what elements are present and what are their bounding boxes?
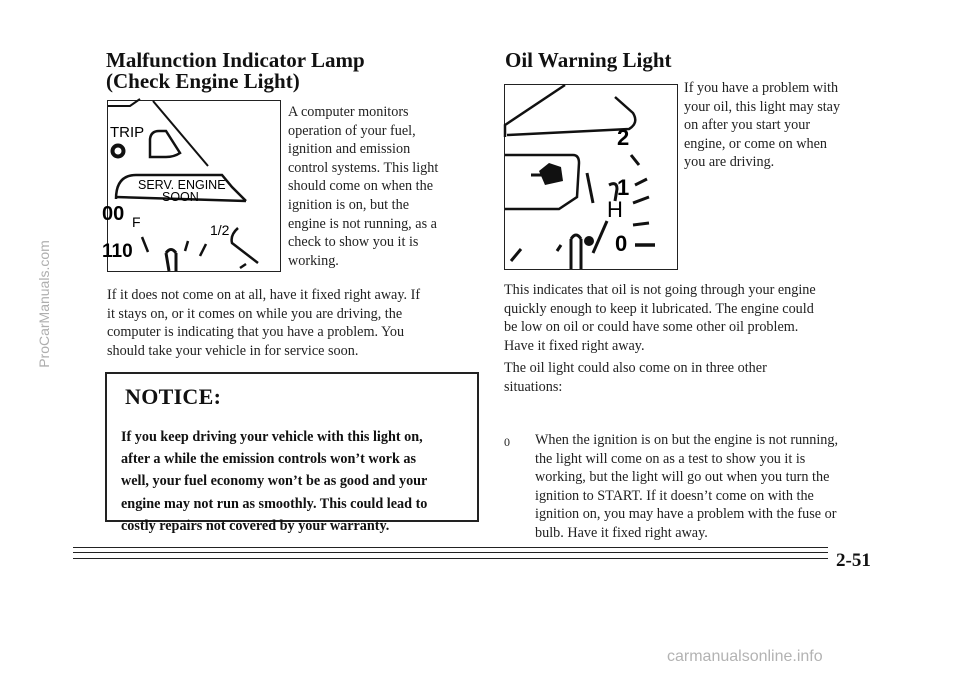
- oil-paragraph-1-line: quickly enough to keep it lubricated. The engine could: [504, 300, 814, 317]
- oil-warning-panel-illustration: [504, 84, 678, 270]
- gauge-mark-1: 1: [617, 175, 630, 200]
- malfunction-paragraph-line: If it does not come on at all, have it fixed right away. If: [107, 287, 421, 303]
- malfunction-paragraph-line: computer is indicating that you have a problem. You: [107, 324, 405, 341]
- oil-intro-line: your oil, this light may stay: [684, 98, 841, 115]
- oil-bullet-line: bulb. Have it fixed right away.: [535, 524, 708, 541]
- oil-intro-line: on after you start your: [684, 117, 811, 134]
- oil-paragraph-1-line: Have it fixed right away.: [504, 337, 645, 354]
- malfunction-intro-line: control systems. This light: [288, 159, 439, 176]
- malfunction-intro-line: working.: [288, 252, 339, 269]
- footer-url[interactable]: carmanualsonline.info: [667, 648, 823, 665]
- gauge-mark-h: H: [607, 197, 623, 222]
- notice-line: If you keep driving your vehicle with this light on,: [121, 429, 423, 445]
- oil-bullet-line: When the ignition is on but the engine is not running,: [535, 432, 839, 448]
- oil-intro-line: If you have a problem with: [684, 80, 839, 96]
- speedometer-110-label: 110: [102, 241, 133, 262]
- notice-title: NOTICE:: [125, 384, 222, 409]
- fuel-full-label: F: [132, 214, 141, 230]
- footer-rule-top: [73, 547, 828, 548]
- oil-bullet-line: working, but the light will go out when you turn the: [535, 469, 830, 486]
- oil-bullet-line: the light will come on as a test to show you it is: [535, 450, 806, 467]
- serv-engine-text: SERV. ENGINE: [138, 178, 226, 192]
- gauge-mark-0: 0: [615, 231, 628, 256]
- footer-rule-bottom: [73, 558, 828, 559]
- oil-bullet-line: ignition to START. If it doesn’t come on with the: [535, 487, 814, 504]
- malfunction-intro-line: ignition is on, but the: [288, 196, 409, 213]
- notice-line: engine may not run as smoothly. This could lead to: [121, 495, 428, 512]
- oil-warning-title: Oil Warning Light: [505, 48, 672, 72]
- notice-text: [121, 426, 467, 537]
- notice-line: well, your fuel economy won’t be as good and your: [121, 473, 428, 490]
- footer-rule-middle: [73, 552, 828, 553]
- oil-paragraph-2-line: situations:: [504, 378, 563, 395]
- malfunction-paragraph: [107, 286, 487, 360]
- oil-paragraph-1-line: be low on oil or could have some other oil problem.: [504, 319, 799, 336]
- bullet-marker: 0: [504, 435, 510, 449]
- gauge-mark-2: 2: [617, 125, 630, 150]
- page-number: 2-51: [836, 550, 871, 571]
- oil-intro-line: you are driving.: [684, 154, 775, 171]
- malfunction-intro: [288, 103, 488, 270]
- check-engine-panel-illustration: [102, 100, 281, 272]
- malfunction-title-line2: (Check Engine Light): [106, 69, 300, 93]
- malfunction-intro-line: should come on when the: [288, 178, 433, 195]
- oil-paragraph-1-line: This indicates that oil is not going through your engine: [504, 282, 816, 298]
- malfunction-intro-line: engine is not running, as a: [288, 215, 437, 232]
- oil-bullet-text: [535, 431, 882, 543]
- oil-paragraph-1: [504, 281, 889, 355]
- notice-box: [105, 372, 479, 534]
- malfunction-intro-line: A computer monitors: [288, 104, 409, 120]
- malfunction-intro-line: operation of your fuel,: [288, 122, 416, 139]
- malfunction-intro-line: ignition and emission: [288, 141, 411, 158]
- procarmanuals-watermark: ProCarManuals.com: [35, 240, 52, 368]
- notice-line: costly repairs not covered by your warranty.: [121, 517, 390, 534]
- malfunction-paragraph-line: should take your vehicle in for service soon.: [107, 342, 359, 359]
- malfunction-paragraph-line: it stays on, or it comes on while you are driving, the: [107, 305, 403, 322]
- trip-label: TRIP: [110, 124, 145, 141]
- trip-reset-knob-icon: [113, 146, 124, 157]
- speedometer-00-label: 00: [102, 203, 125, 225]
- fuel-half-label: 1/2: [210, 222, 230, 238]
- malfunction-title-line1: Malfunction Indicator Lamp: [106, 48, 365, 72]
- oil-paragraph-2-line: The oil light could also come on in three other: [504, 360, 767, 376]
- malfunction-intro-line: check to show you it is: [288, 234, 419, 251]
- oil-intro: [684, 79, 884, 172]
- oil-intro-line: engine, or come on when: [684, 135, 828, 152]
- oil-paragraph-2: [504, 359, 889, 396]
- oil-bullet-line: ignition on, you may have a problem with the fuse or: [535, 506, 837, 523]
- notice-line: after a while the emission controls won’t work as: [121, 451, 417, 468]
- serv-engine-soon-text: SOON: [162, 190, 199, 204]
